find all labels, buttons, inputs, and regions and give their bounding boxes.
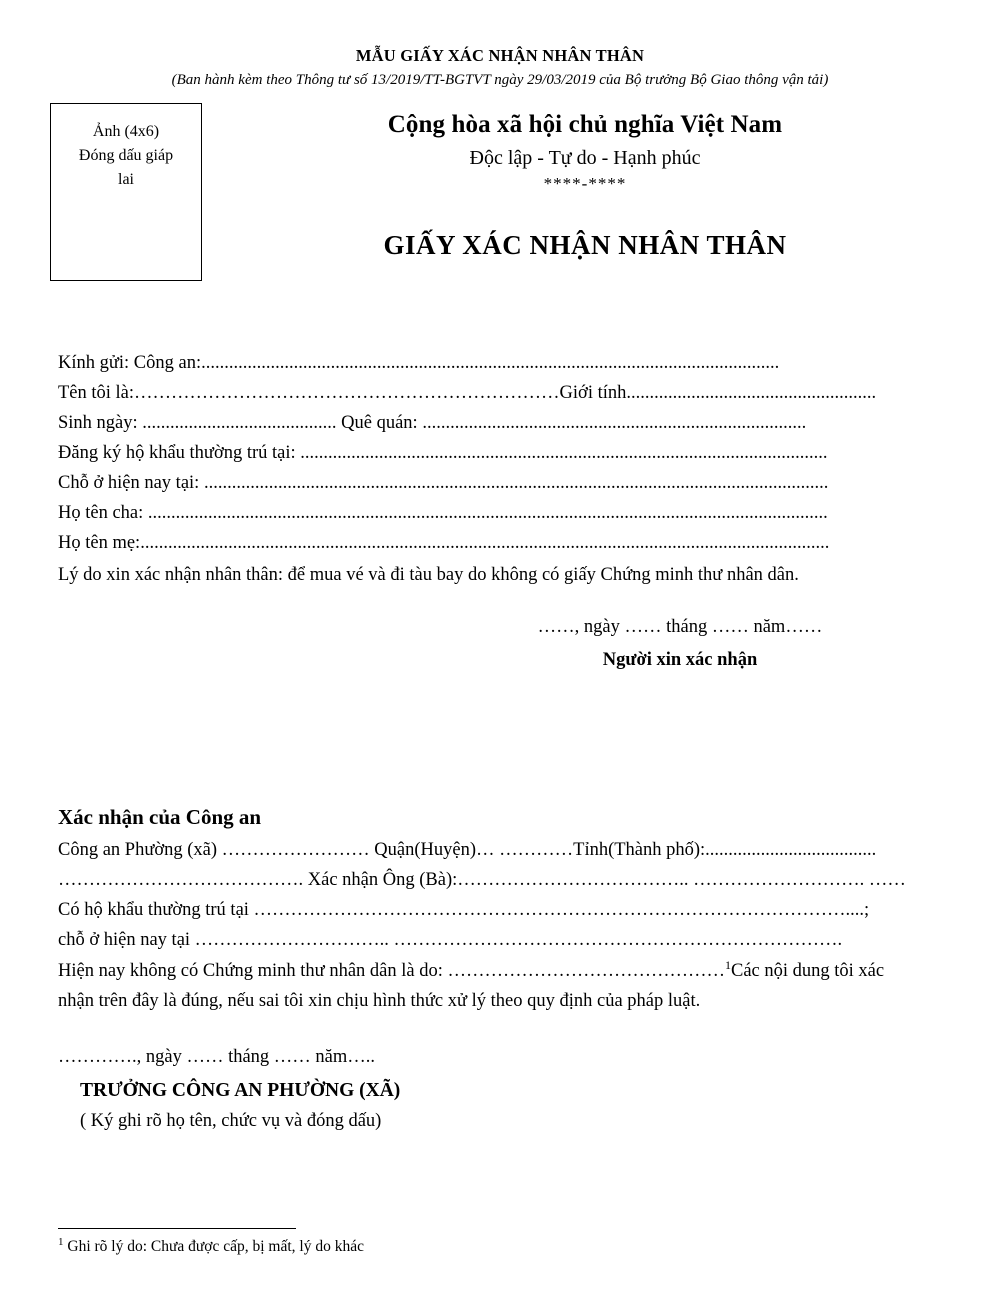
separator-stars: ****-**** [543, 174, 627, 193]
photo-box-line-2: Đóng dấu giáp [78, 147, 174, 164]
national-heading [210, 111, 960, 261]
police-date-line: …………., ngày …… tháng …… năm….. [58, 1046, 376, 1067]
police-section-heading: Xác nhận của Công an [58, 804, 262, 829]
police-line-5 [58, 956, 942, 987]
field-current-residence: Chỗ ở hiện nay tại: ....................................................................................................................................... [58, 472, 829, 493]
field-name-gender: Tên tôi là:……………………………………………………………Giới tính...................................................... [58, 382, 877, 403]
page-title: GIẤY XÁC NHẬN NHÂN THÂN [383, 230, 787, 260]
police-line-3: Có hộ khẩu thường trú tại ……………………………………………………………………………………....; [58, 899, 870, 920]
national-motto: Độc lập - Tự do - Hạnh phúc [469, 147, 701, 169]
police-line-5-text-cont: Các nội dung tôi xác [731, 960, 885, 981]
footnote-text-wrapper [58, 1236, 658, 1256]
footnote [58, 1228, 658, 1256]
photo-and-heading-row [0, 103, 1000, 303]
footnote-divider [58, 1228, 296, 1229]
applicant-signature-label: Người xin xác nhận [602, 649, 758, 670]
form-title: MẪU GIẤY XÁC NHẬN NHÂN THÂN [355, 46, 645, 65]
document-header [0, 0, 1000, 89]
police-line-1: Công an Phường (xã) …………………… Quận(Huyện)… …………Tỉnh(Thành phố):..................................... [58, 839, 877, 860]
police-line-5-text: Hiện nay không có Chứng minh thư nhân dân là do: ……………………………………… [58, 960, 725, 981]
footnote-text: Ghi rõ lý do: Chưa được cấp, bị mất, lý do khác [63, 1238, 364, 1255]
photo-box-line-3: lai [118, 171, 134, 188]
police-line-6: nhận trên đây là đúng, nếu sai tôi xin chịu hình thức xử lý theo quy định của pháp luật. [58, 990, 701, 1011]
photo-box-line-1: Ảnh (4x6) [92, 123, 160, 140]
field-registered-residence: Đăng ký hộ khẩu thường trú tại: .................................................................................................................. [58, 442, 828, 463]
police-confirmation-section [58, 800, 942, 1138]
police-line-4: chỗ ở hiện nay tại ………………………….. ………………………………………………………………. [58, 929, 843, 950]
field-mother-name: Họ tên mẹ:..................................................................................................................................................... [58, 532, 830, 553]
country-name: Cộng hòa xã hội chủ nghĩa Việt Nam [387, 111, 783, 138]
police-chief-label: TRƯỞNG CÔNG AN PHƯỜNG (XÃ) [80, 1079, 401, 1101]
footnote-reference-marker: 1 [725, 957, 731, 972]
police-line-2: …………………………………. Xác nhận Ông (Bà):……………………………….. ………………………. …… [58, 869, 906, 890]
issue-note: (Ban hành kèm theo Thông tư số 13/2019/TT-BGTVT ngày 29/03/2019 của Bộ trưởng Bộ Giao thông vận tải) [171, 72, 829, 88]
field-recipient: Kính gửi: Công an:............................................................................................................................. [58, 353, 780, 373]
applicant-fields [58, 349, 942, 676]
field-birth-hometown: Sinh ngày: .......................................... Quê quán: ................................................................................... [58, 412, 807, 433]
footnote-marker: 1 [58, 1235, 64, 1248]
police-signature-note: ( Ký ghi rõ họ tên, chức vụ và đóng dấu) [80, 1111, 382, 1132]
photo-box [50, 103, 202, 281]
field-reason: Lý do xin xác nhận nhân thân: để mua vé và đi tàu bay do không có giấy Chứng minh thư nhân dân. [58, 564, 799, 585]
field-father-name: Họ tên cha: ................................................................................................................................................... [58, 502, 828, 523]
applicant-date-line: ……, ngày …… tháng …… năm…… [537, 616, 823, 637]
